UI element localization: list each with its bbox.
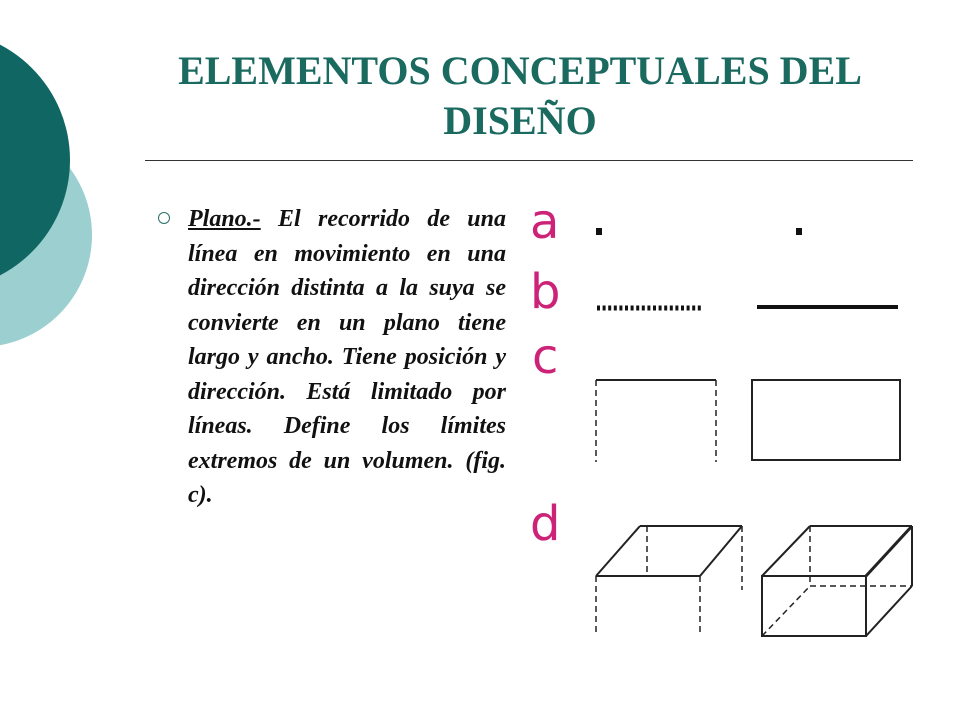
title-divider xyxy=(145,160,913,161)
label-b: b xyxy=(530,264,561,320)
decorative-circles xyxy=(0,0,120,400)
label-a: a xyxy=(530,194,560,250)
row-c-planes xyxy=(596,380,900,462)
row-b-lines xyxy=(597,307,898,308)
concept-figure xyxy=(520,190,920,650)
label-c: c xyxy=(532,329,559,385)
bullet-term: Plano.- xyxy=(188,206,261,232)
bullet-description: El recorrido de una línea en movimiento en una dirección distinta a la suya se convierte en un plano tiene largo y ancho. Tiene posición y dirección. Está limitado por líneas. Define los límites extremos de un volumen. (fig. c). xyxy=(188,206,506,508)
slide-title: ELEMENTOS CONCEPTUALES DEL DISEÑO xyxy=(178,48,862,143)
row-a-points xyxy=(596,228,802,235)
circle-bullet-icon xyxy=(158,212,170,224)
bullet-text xyxy=(188,202,506,513)
row-d-volumes xyxy=(596,526,912,636)
label-d: d xyxy=(530,496,561,552)
